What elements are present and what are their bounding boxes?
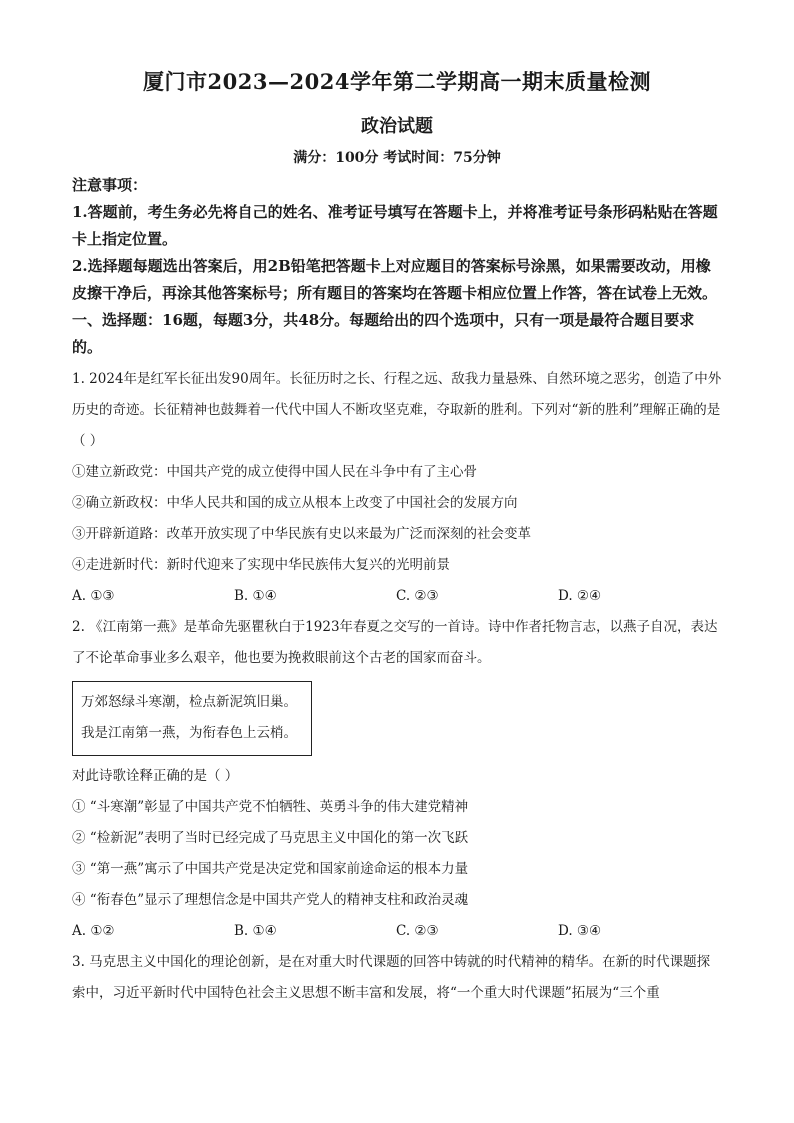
option-b: B. ①④ xyxy=(234,588,277,604)
statement: ④ “衔春色”显示了理想信念是中国共产党人的精神支柱和政治灵魂 xyxy=(72,892,469,908)
statement: ③ “第一燕”寓示了中国共产党是决定党和国家前途命运的根本力量 xyxy=(72,861,469,877)
option-d: D. ③④ xyxy=(558,923,602,939)
answer-options xyxy=(72,581,722,612)
statement: ② “检新泥”表明了当时已经完成了马克思主义中国化的第一次飞跃 xyxy=(72,830,469,846)
statement: ②确立新政权：中华人民共和国的成立从根本上改变了中国社会的发展方向 xyxy=(72,495,518,511)
exam-subject: 政治试题 xyxy=(361,116,433,137)
option-d: D. ②④ xyxy=(558,588,602,604)
section-heading: 一、选择题：16题，每题3分，共48分。每题给出的四个选项中，只有一项是最符合题目要求的。 xyxy=(72,311,695,356)
option-b: B. ①④ xyxy=(234,923,277,939)
poem-line: 万郊怒绿斗寒潮，检点新泥筑旧巢。 xyxy=(81,694,297,710)
option-c: C. ②③ xyxy=(396,588,439,604)
option-a: A. ①③ xyxy=(72,588,115,604)
exam-meta: 满分：100分 考试时间：75分钟 xyxy=(293,150,501,166)
exam-body xyxy=(72,172,722,1009)
question-stem: 3. 马克思主义中国化的理论创新，是在对重大时代课题的回答中铸就的时代精神的精华。在新的时代课题探索中，习近平新时代中国特色社会主义思想不断丰富和发展，将“一个重大时代课题”拓展为“三个重 xyxy=(72,954,711,1001)
question-prompt: 对此诗歌诠释正确的是（ ） xyxy=(72,768,239,784)
statement: ① “斗寒潮”彰显了中国共产党不怕牺牲、英勇斗争的伟大建党精神 xyxy=(72,799,469,815)
statement: ③开辟新道路：改革开放实现了中华民族有史以来最为广泛而深刻的社会变革 xyxy=(72,526,531,542)
statement: ④走进新时代：新时代迎来了实现中华民族伟大复兴的光明前景 xyxy=(72,557,450,573)
answer-options xyxy=(72,916,722,947)
notice-heading: 注意事项： xyxy=(72,176,148,194)
poem-line: 我是江南第一燕，为衔春色上云梢。 xyxy=(81,725,297,741)
statement: ①建立新政党：中国共产党的成立使得中国人民在斗争中有了主心骨 xyxy=(72,464,477,480)
notice-item: 2.选择题每题选出答案后，用2B铅笔把答题卡上对应题目的答案标号涂黑，如果需要改动，用橡皮擦干净后，再涂其他答案标号；所有题目的答案均在答题卡相应位置上作答，答在试卷上无效。 xyxy=(72,257,718,302)
exam-title: 厦门市2023—2024学年第二学期高一期末质量检测 xyxy=(143,69,651,94)
question-stem: 2. 《江南第一燕》是革命先驱瞿秋白于1923年春夏之交写的一首诗。诗中作者托物言志，以燕子自况，表达了不论革命事业多么艰辛，他也要为挽救眼前这个古老的国家而奋斗。 xyxy=(72,619,718,666)
option-c: C. ②③ xyxy=(396,923,439,939)
notice-item: 1.答题前，考生务必先将自己的姓名、准考证号填写在答题卡上，并将准考证号条形码粘贴在答题卡上指定位置。 xyxy=(72,203,718,248)
question-stem: 1. 2024年是红军长征出发90周年。长征历时之长、行程之远、敌我力量悬殊、自然环境之恶劣，创造了中外历史的奇迹。长征精神也鼓舞着一代代中国人不断攻坚克难，夺取新的胜利。下列对“新的胜利”理解正确的是（ ） xyxy=(72,371,722,449)
poem-box xyxy=(72,681,312,756)
option-a: A. ①② xyxy=(72,923,115,939)
